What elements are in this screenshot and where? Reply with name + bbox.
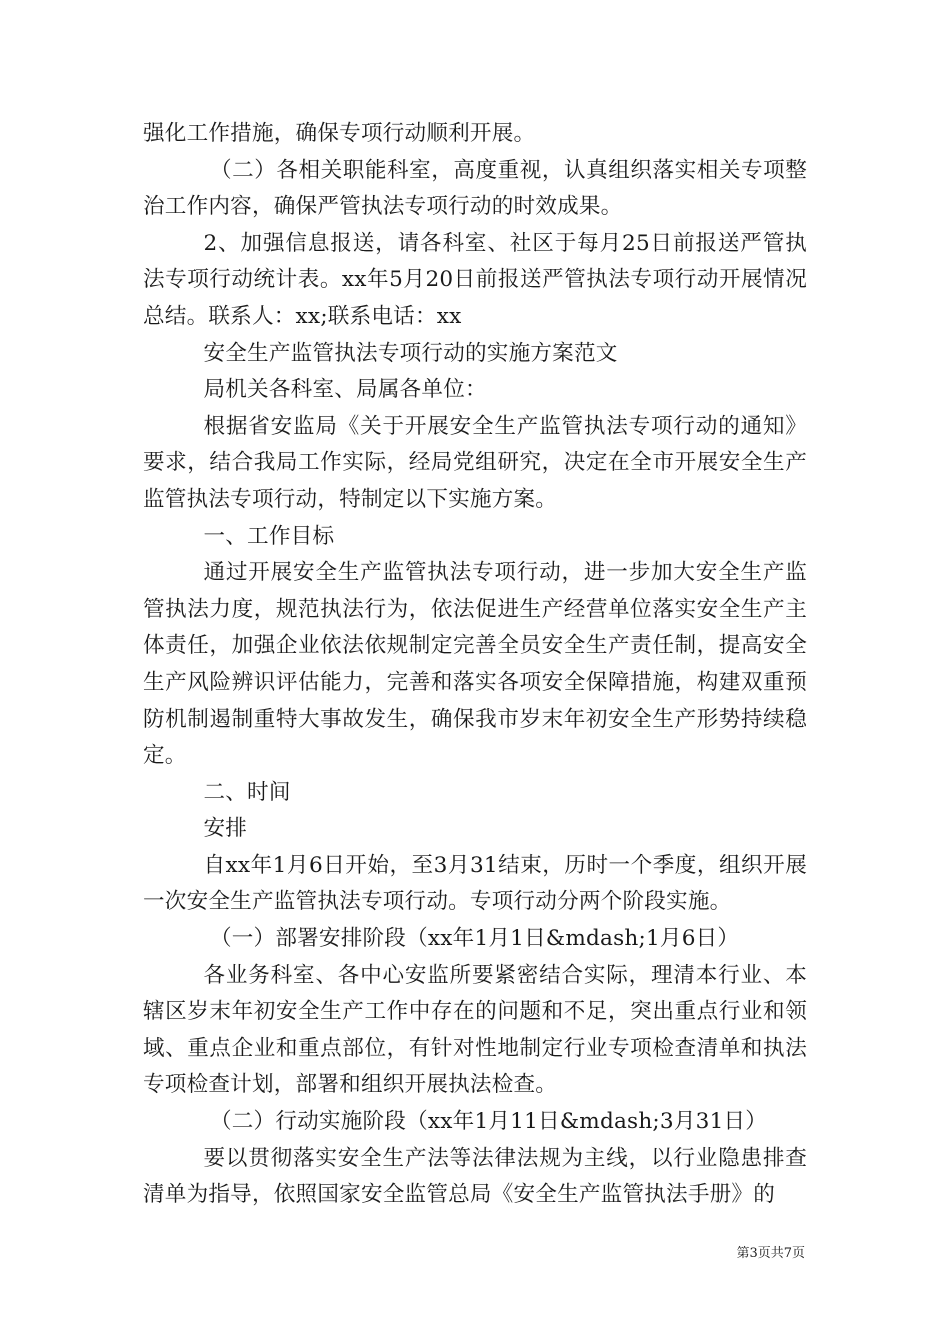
subheading-phase-2: （二）行动实施阶段（xx年1月11日&mdash;3月31日） — [209, 1109, 768, 1135]
paragraph-goals: 通过开展安全生产监管执法专项行动，进一步加大安全生产监管执法力度，规范执法行为，依法促进生产经营单位落实安全生产主体责任，加强企业依法依规制定完善全员安全生产责任制，提高安全生产风险辨识评估能力，完善和落实各项安全保障措施，构建双重预防机制遏制重特大事故发生，确保我市岁末年初安全生产形势持续稳定。 — [143, 560, 807, 769]
document-body — [143, 116, 807, 1214]
salutation: 局机关各科室、局属各单位： — [203, 377, 487, 403]
paragraph-2: （二）各相关职能科室，高度重视，认真组织落实相关专项整治工作内容，确保严管执法专项行动的时效成果。 — [143, 157, 807, 220]
paragraph-phase-1: 各业务科室、各中心安监所要紧密结合实际，理清本行业、本辖区岁末年初安全生产工作中存在的问题和不足，突出重点行业和领域、重点企业和重点部位，有针对性地制定行业专项检查清单和执法专项检查计划，部署和组织开展执法检查。 — [143, 962, 807, 1098]
section-heading-arrangement: 安排 — [203, 816, 248, 842]
subheading-phase-1: （一）部署安排阶段（xx年1月1日&mdash;1月6日） — [209, 926, 740, 952]
page-number-footer: 第3页共7页 — [736, 1246, 805, 1261]
paragraph-schedule: 自xx年1月6日开始，至3月31结束，历时一个季度，组织开展一次安全生产监管执法专项行动。专项行动分两个阶段实施。 — [143, 852, 807, 915]
paragraph-3: 2、加强信息报送，请各科室、社区于每月25日前报送严管执法专项行动统计表。xx年5月20日前报送严管执法专项行动开展情况总结。联系人：xx;联系电话：xx — [143, 230, 807, 329]
document-title: 安全生产监管执法专项行动的实施方案范文 — [203, 340, 618, 366]
section-heading-goals: 一、工作目标 — [203, 523, 335, 549]
paragraph-intro: 根据省安监局《关于开展安全生产监管执法专项行动的通知》要求，结合我局工作实际，经局党组研究，决定在全市开展安全生产监管执法专项行动，特制定以下实施方案。 — [143, 413, 807, 512]
paragraph-phase-2: 要以贯彻落实安全生产法等法律法规为主线，以行业隐患排查清单为指导，依照国家安全监管总局《安全生产监管执法手册》的 — [143, 1145, 807, 1208]
paragraph-1: 强化工作措施，确保专项行动顺利开展。 — [143, 121, 536, 146]
section-heading-time: 二、时间 — [203, 779, 291, 805]
